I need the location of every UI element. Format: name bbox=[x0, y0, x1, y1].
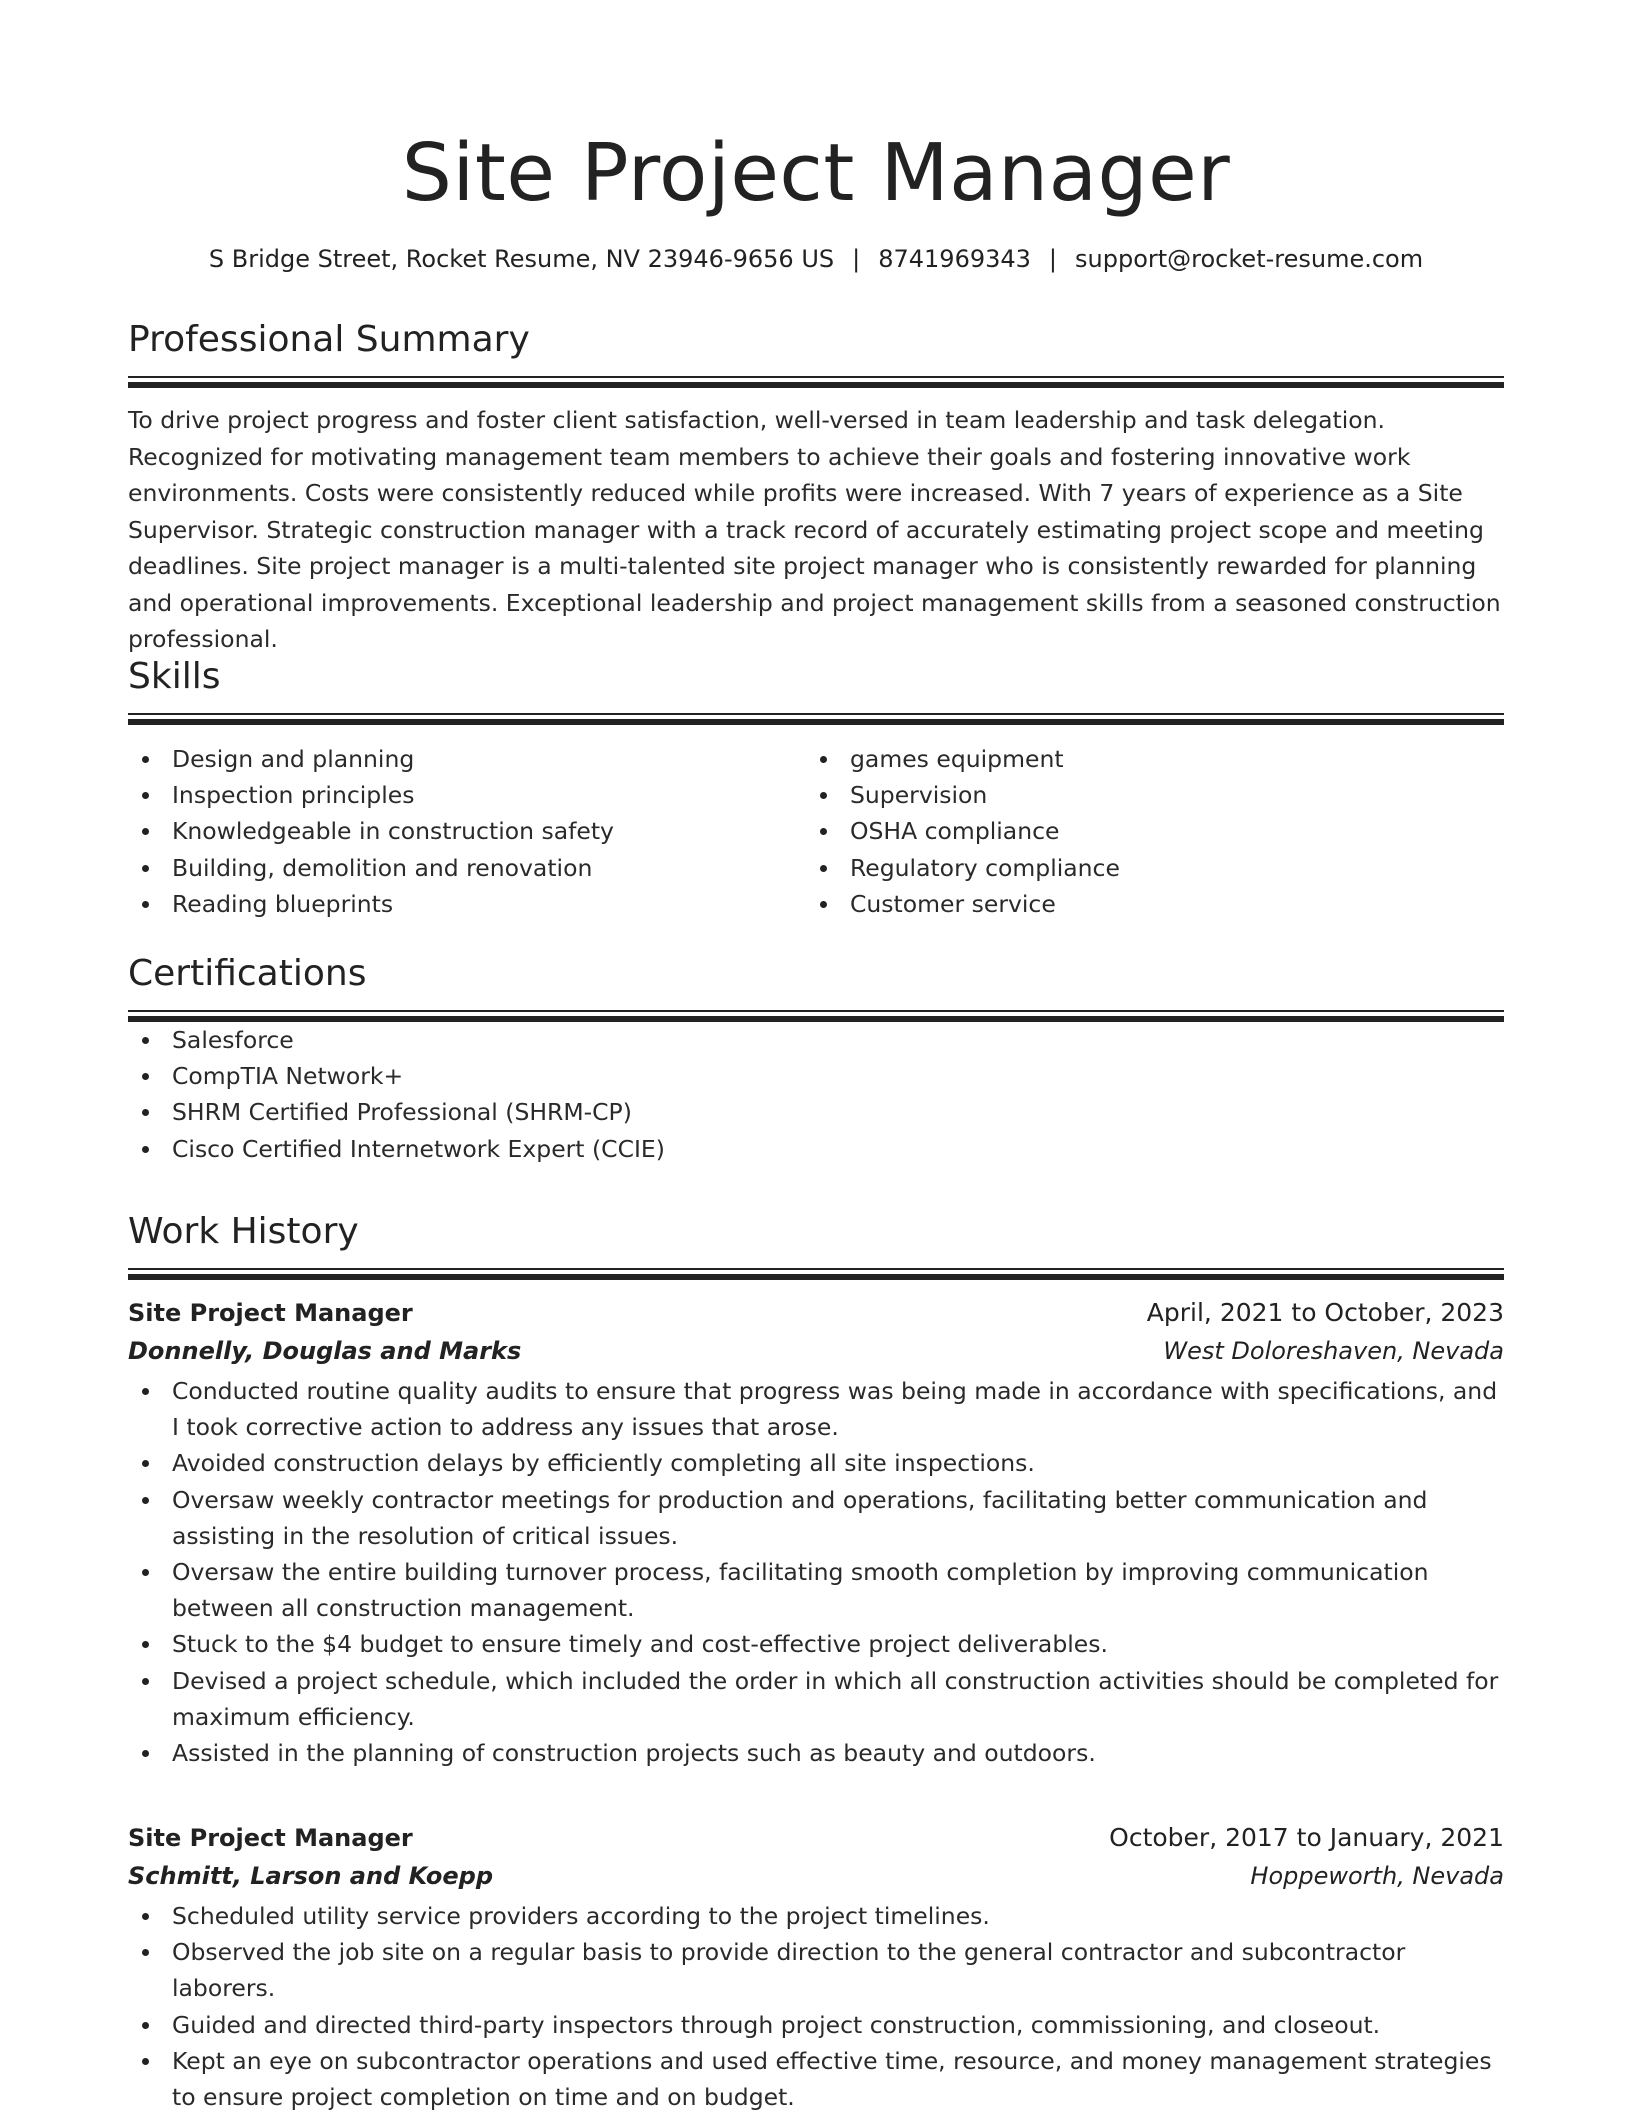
contact-address: S Bridge Street, Rocket Resume, NV 23946-9656 US bbox=[208, 245, 835, 273]
job-bullet: Observed the job site on a regular basis to provide direction to the general contractor and subcontractor laborers. bbox=[128, 1934, 1504, 2006]
skill-item: Building, demolition and renovation bbox=[128, 850, 806, 886]
job-bullet: Conducted routine quality audits to ensure that progress was being made in accordance with specifications, and I took corrective action to address any issues that arose. bbox=[128, 1373, 1504, 1445]
contact-line bbox=[128, 242, 1504, 276]
summary-heading: Professional Summary bbox=[128, 319, 530, 360]
skills-heading: Skills bbox=[128, 656, 221, 697]
job-bullet-list bbox=[128, 1898, 1504, 2115]
job-bullet: Avoided construction delays by efficiently completing all site inspections. bbox=[128, 1445, 1504, 1481]
skills-columns bbox=[128, 741, 1504, 922]
skill-item: games equipment bbox=[806, 741, 1484, 777]
skill-item: Supervision bbox=[806, 777, 1484, 813]
contact-phone: 8741969343 bbox=[878, 245, 1031, 273]
skill-item: Knowledgeable in construction safety bbox=[128, 813, 806, 849]
job-entry bbox=[128, 1820, 1504, 2115]
job-title: Site Project Manager bbox=[128, 1299, 413, 1327]
skills-section bbox=[128, 653, 1504, 922]
skill-item: Reading blueprints bbox=[128, 886, 806, 922]
job-bullet: Scheduled utility service providers according to the project timelines. bbox=[128, 1898, 1504, 1934]
job-bullet: Assisted in the planning of construction projects such as beauty and outdoors. bbox=[128, 1735, 1504, 1771]
job-dates: October, 2017 to January, 2021 bbox=[1109, 1823, 1504, 1852]
certifications-list bbox=[128, 1022, 1504, 1167]
work-history-section bbox=[128, 1208, 1504, 1280]
skill-item: Customer service bbox=[806, 886, 1484, 922]
job-bullet: Stuck to the $4 budget to ensure timely and cost-effective project deliverables. bbox=[128, 1626, 1504, 1662]
job-bullet: Devised a project schedule, which included the order in which all construction activities should be completed for maximum efficiency. bbox=[128, 1663, 1504, 1735]
job-title: Site Project Manager bbox=[128, 1824, 413, 1852]
job-location: West Doloreshaven, Nevada bbox=[1163, 1337, 1504, 1365]
job-location: Hoppeworth, Nevada bbox=[1250, 1862, 1504, 1890]
contact-email: support@rocket-resume.com bbox=[1075, 245, 1424, 273]
job-dates: April, 2021 to October, 2023 bbox=[1146, 1298, 1504, 1327]
job-company: Schmitt, Larson and Koepp bbox=[128, 1862, 494, 1890]
contact-separator: | bbox=[852, 245, 861, 273]
job-company: Donnelly, Douglas and Marks bbox=[128, 1337, 522, 1365]
job-bullet-list bbox=[128, 1373, 1504, 1771]
job-entry bbox=[128, 1295, 1504, 1771]
job-bullet: Guided and directed third-party inspectors through project construction, commissioning, and closeout. bbox=[128, 2007, 1504, 2043]
job-header bbox=[128, 1295, 1504, 1373]
job-bullet: Kept an eye on subcontractor operations and used effective time, resource, and money management strategies to ensure project completion on time and on budget. bbox=[128, 2043, 1504, 2115]
certification-item: Salesforce bbox=[128, 1022, 1504, 1058]
resume-page bbox=[128, 0, 1504, 2112]
skill-item: Regulatory compliance bbox=[806, 850, 1484, 886]
job-bullet: Oversaw weekly contractor meetings for production and operations, facilitating better communication and assisting in the resolution of critical issues. bbox=[128, 1482, 1504, 1554]
job-bullet: Oversaw the entire building turnover process, facilitating smooth completion by improving communication between all construction management. bbox=[128, 1554, 1504, 1626]
section-divider bbox=[128, 376, 1504, 388]
skills-list-left bbox=[128, 741, 806, 922]
skill-item: Inspection principles bbox=[128, 777, 806, 813]
skill-item: Design and planning bbox=[128, 741, 806, 777]
summary-section bbox=[128, 316, 1504, 658]
skills-list-right bbox=[806, 741, 1484, 922]
resume-title: Site Project Manager bbox=[401, 127, 1231, 219]
certifications-section bbox=[128, 950, 1504, 1167]
certification-item: CompTIA Network+ bbox=[128, 1058, 1504, 1094]
certifications-heading: Certifications bbox=[128, 953, 367, 994]
summary-text: To drive project progress and foster client satisfaction, well-versed in team leadership and task delegation. Recognized for motivating management team members to achieve their goals and fostering innovative work environments. Costs were consistently reduced while profits were increased. With 7 years of experience as a Site Supervisor. Strategic construction manager with a track record of accurately estimating project scope and meeting deadlines. Site project manager is a multi-talented site project manager who is consistently rewarded for planning and operational improvements. Exceptional leadership and project management skills from a seasoned construction professional. bbox=[128, 406, 1501, 653]
certification-item: SHRM Certified Professional (SHRM-CP) bbox=[128, 1094, 1504, 1130]
certification-item: Cisco Certified Internetwork Expert (CCIE) bbox=[128, 1131, 1504, 1167]
contact-separator: | bbox=[1048, 245, 1058, 273]
job-header bbox=[128, 1820, 1504, 1898]
section-divider bbox=[128, 1010, 1504, 1022]
work-history-heading: Work History bbox=[128, 1211, 359, 1252]
section-divider bbox=[128, 713, 1504, 725]
section-divider bbox=[128, 1268, 1504, 1280]
skill-item: OSHA compliance bbox=[806, 813, 1484, 849]
